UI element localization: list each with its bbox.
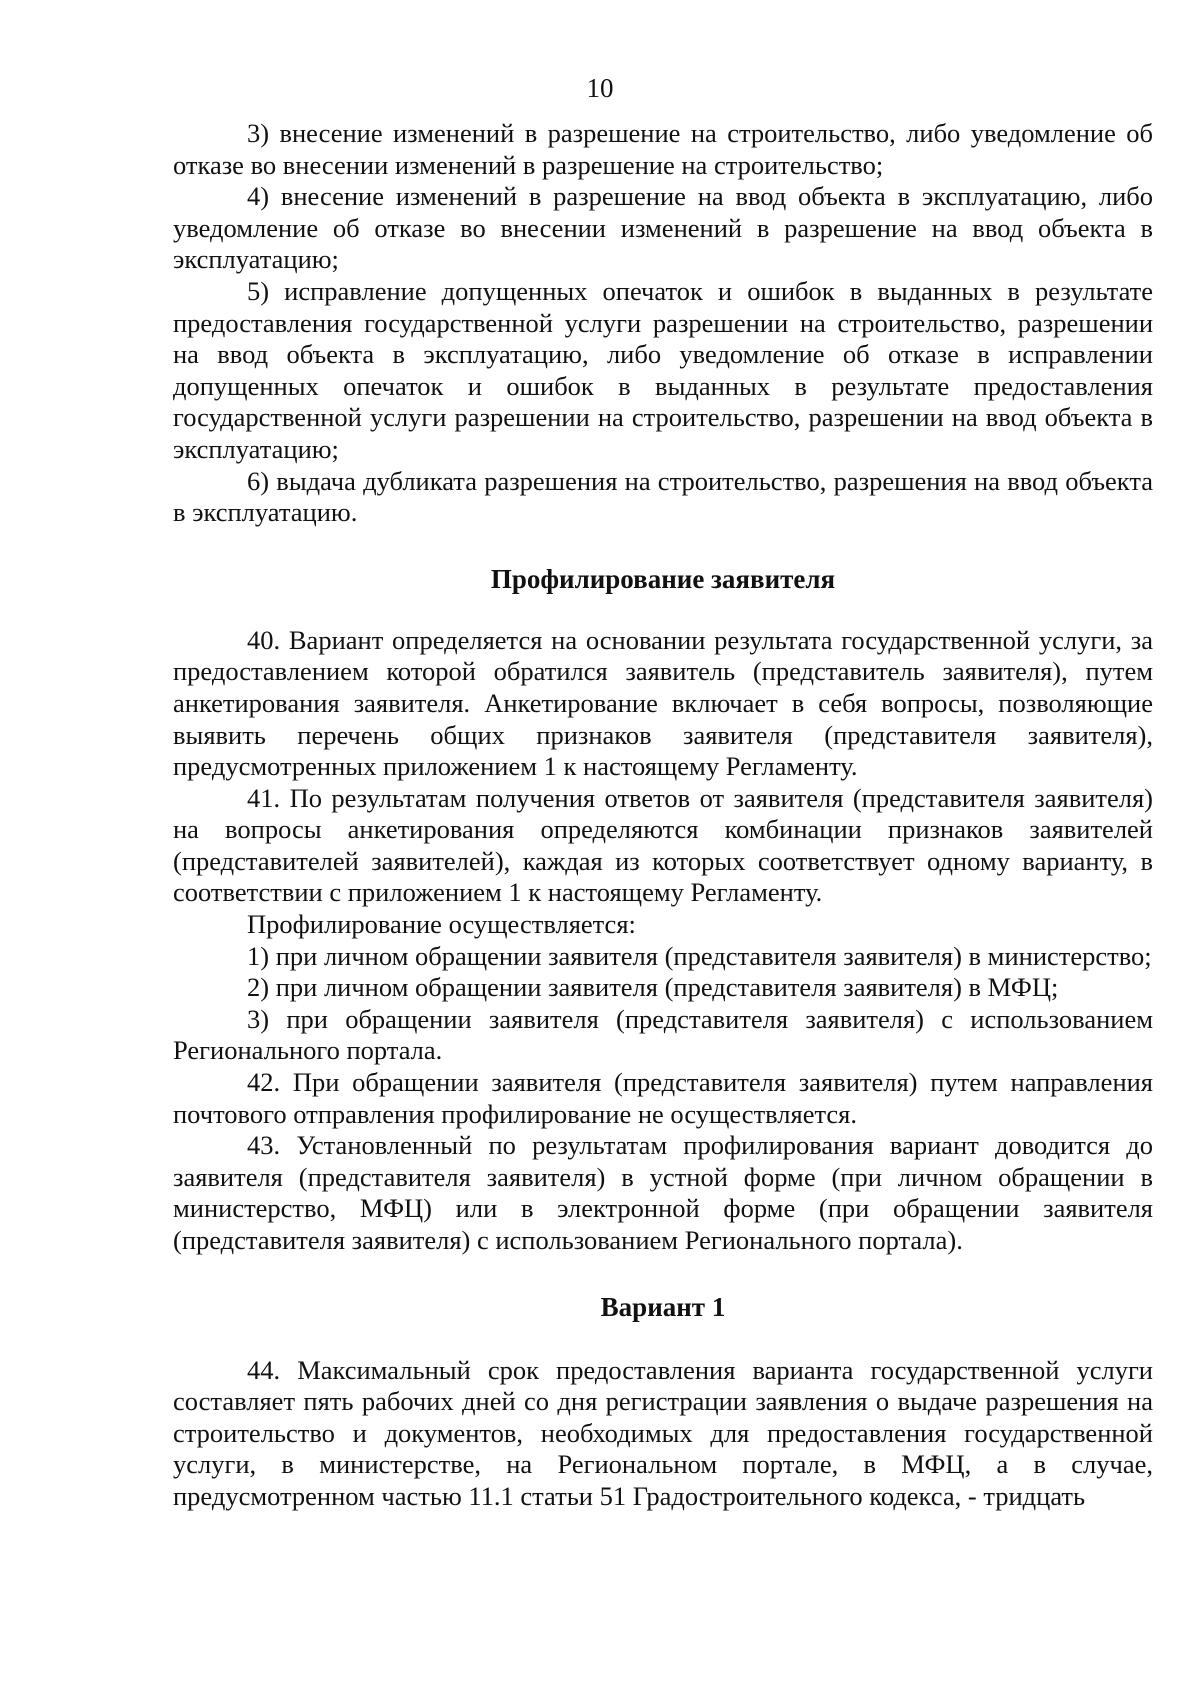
paragraph-41: 41. По результатам получения ответов от заявителя (представителя заявителя) на вопросы анкетирования определяются комбинации признаков заявителей (представителей заявителей), каждая из которых соответствует одному варианту, в соответствии с приложением 1 к настоящему Регламенту.: [173, 782, 1153, 908]
document-body: [173, 118, 1153, 1513]
paragraph-40: 40. Вариант определяется на основании результата государственной услуги, за предоставлением которой обратился заявитель (представитель заявителя), путем анкетирования заявителя. Анкетирование включает в себя вопросы, позволяющие выявить перечень общих признаков заявителя (представителя заявителя), предусмотренных приложением 1 к настоящему Регламенту.: [173, 624, 1153, 782]
paragraph-profiling-option-2: 2) при личном обращении заявителя (представителя заявителя) в МФЦ;: [247, 972, 1059, 1003]
paragraph-item-3: 3) внесение изменений в разрешение на строительство, либо уведомление об отказе во внесении изменений в разрешение на строительство;: [173, 118, 1153, 180]
section-heading-profiling: Профилирование заявителя: [490, 563, 836, 594]
paragraph-44: 44. Максимальный срок предоставления варианта государственной услуги составляет пять рабочих дней со дня регистрации заявления о выдаче разрешения на строительство и документов, необходимых для предоставления государственной услуги, в министерстве, на Региональном портале, в МФЦ, а в случае, предусмотренном частью 11.1 статьи 51 Градостроительного кодекса, - тридцать: [173, 1354, 1153, 1511]
paragraph-profiling-option-1: 1) при личном обращении заявителя (представителя заявителя) в министерство;: [247, 940, 1152, 971]
section-heading-variant-1: Вариант 1: [600, 1291, 726, 1322]
paragraph-profiling-intro: Профилирование осуществляется:: [247, 909, 636, 940]
paragraph-item-6: 6) выдача дубликата разрешения на строительство, разрешения на ввод объекта в эксплуатацию.: [173, 465, 1153, 528]
paragraph-item-4: 4) внесение изменений в разрешение на ввод объекта в эксплуатацию, либо уведомление об отказе во внесении изменений в разрешение на ввод объекта в эксплуатацию;: [173, 181, 1153, 275]
paragraph-item-5: 5) исправление допущенных опечаток и ошибок в выданных в результате предоставления государственной услуги разрешении на строительство, разрешении на ввод объекта в эксплуатацию, либо уведомление об отказе в исправлении допущенных опечаток и ошибок в выданных в результате предоставления государственной услуги разрешении на строительство, разрешении на ввод объекта в эксплуатацию;: [173, 275, 1153, 464]
page-number: 10: [586, 73, 614, 103]
paragraph-42: 42. При обращении заявителя (представителя заявителя) путем направления почтового отправления профилирование не осуществляется.: [173, 1067, 1153, 1129]
paragraph-43: 43. Установленный по результатам профилирования вариант доводится до заявителя (представителя заявителя) в устной форме (при личном обращении в министерство, МФЦ) или в электронной форме (при обращении заявителя (представителя заявителя) с использованием Регионального портала).: [173, 1130, 1153, 1255]
paragraph-profiling-option-3: 3) при обращении заявителя (представителя заявителя) с использованием Регионального портала.: [173, 1003, 1153, 1066]
